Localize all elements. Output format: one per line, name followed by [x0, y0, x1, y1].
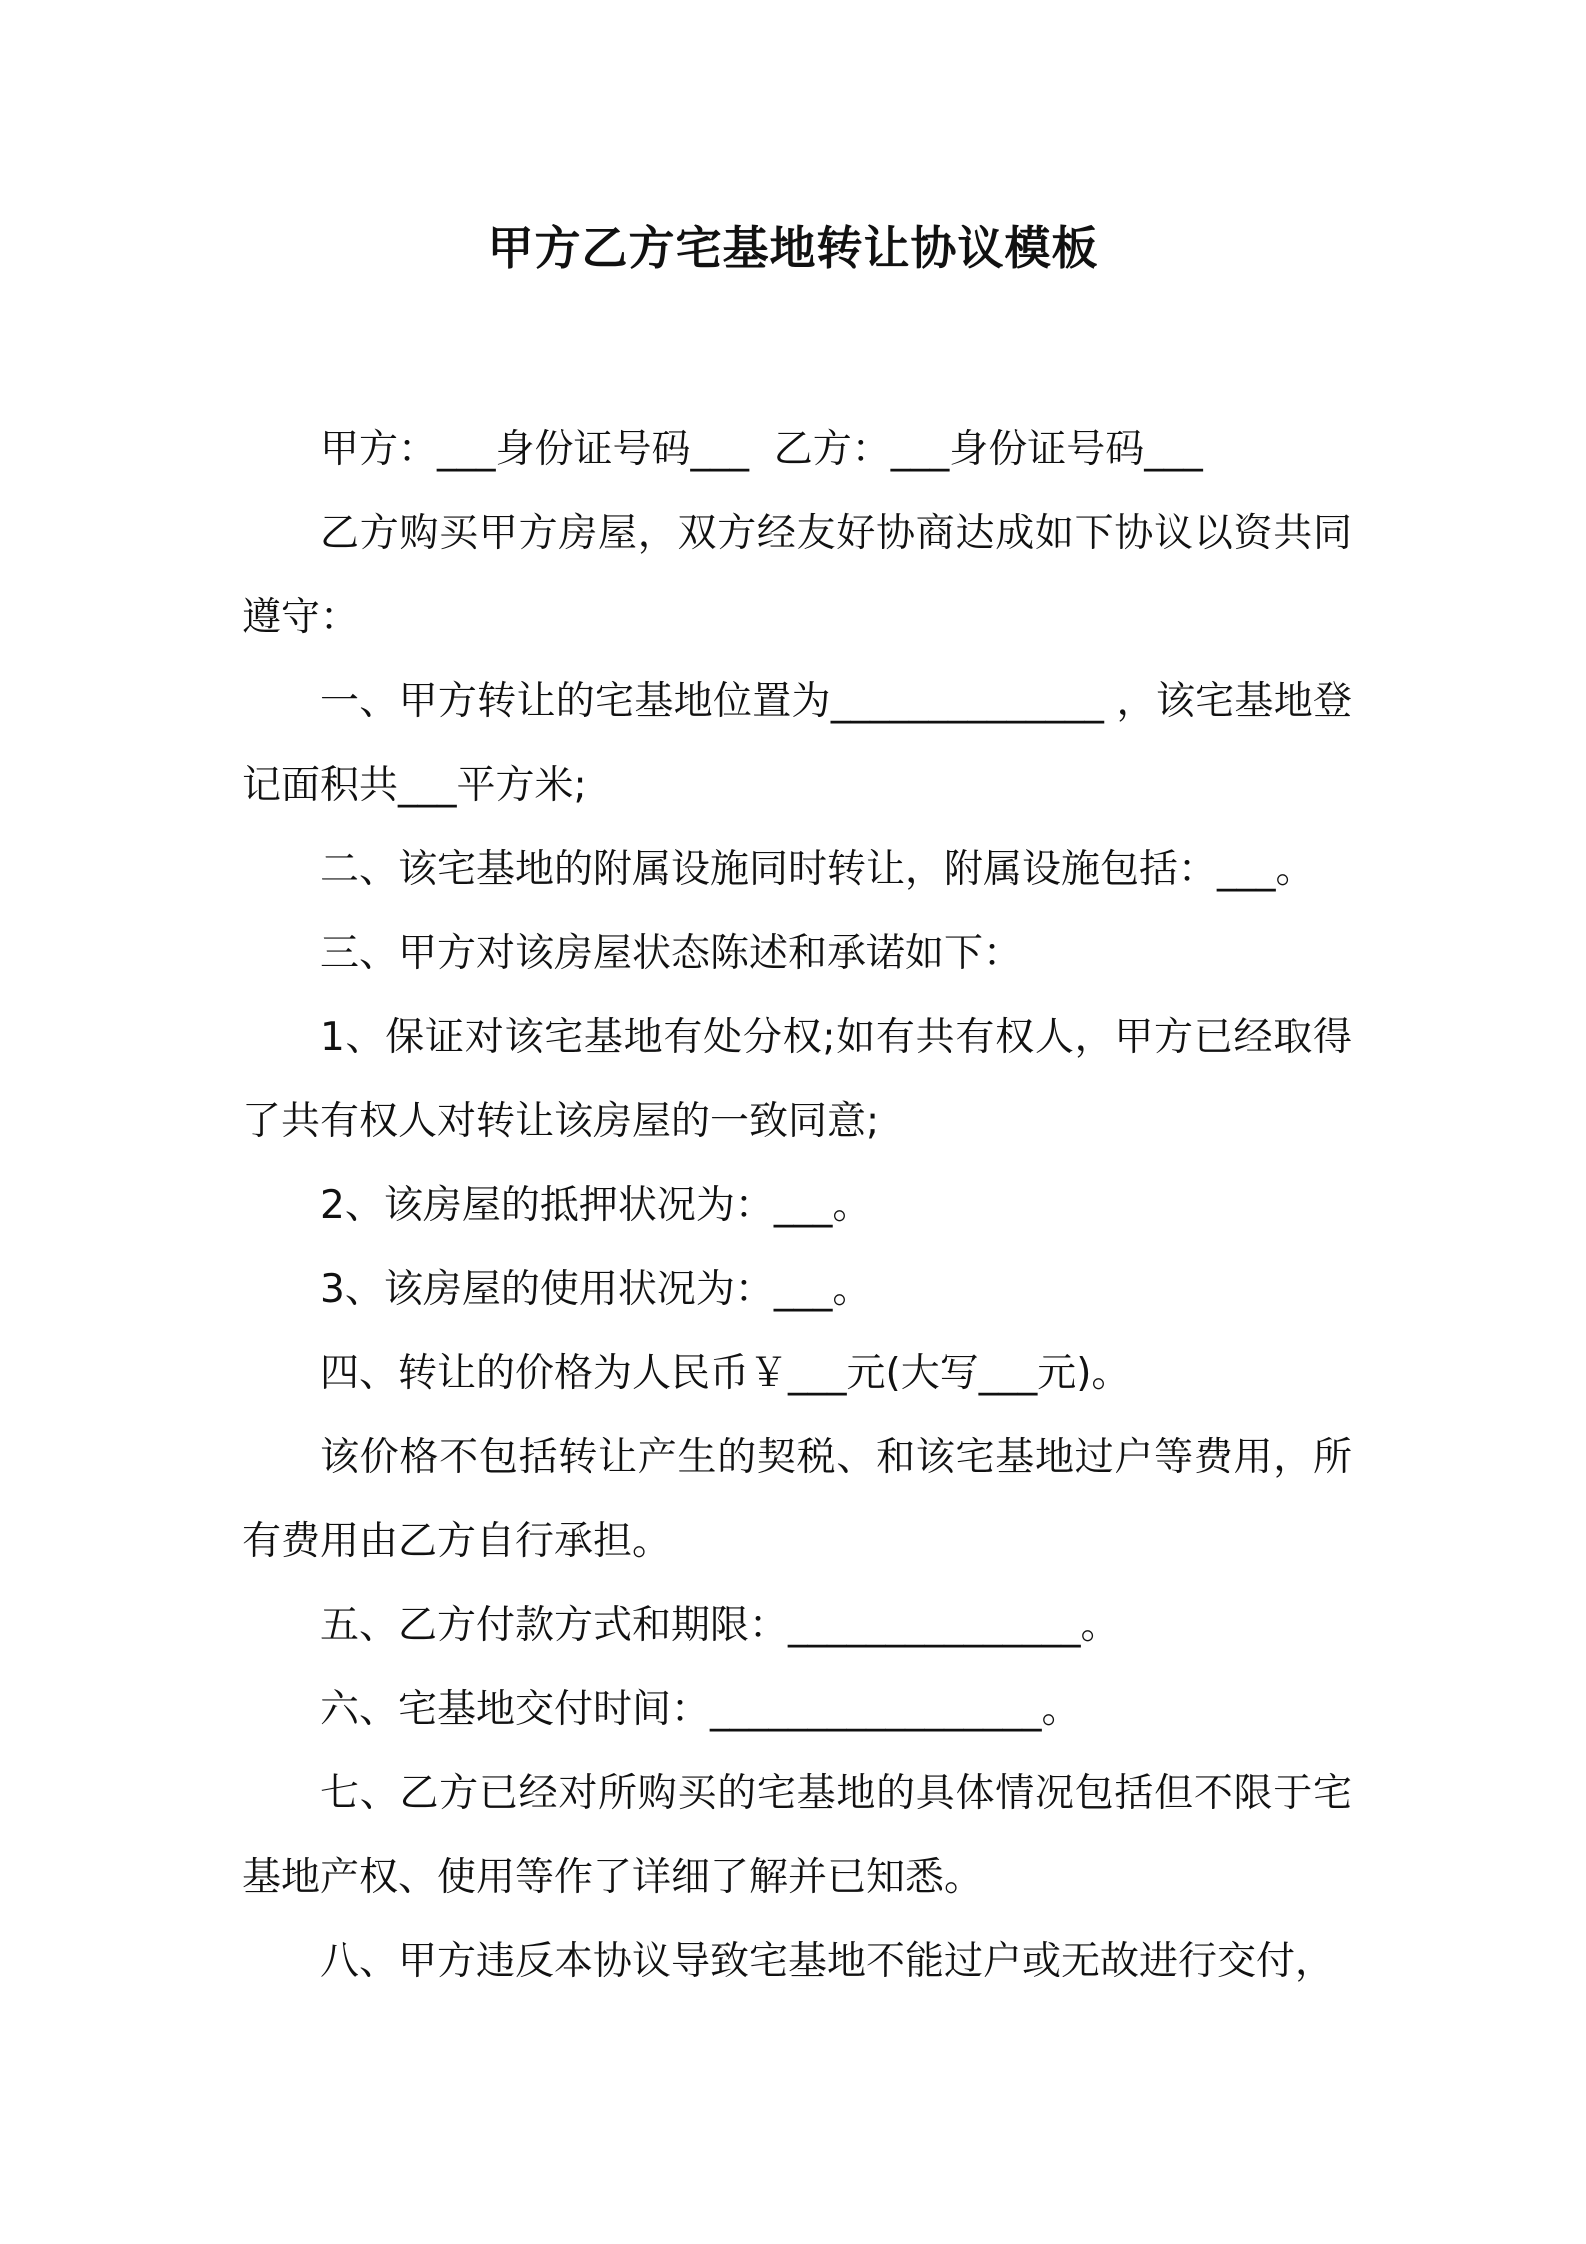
- document-title: 甲方乙方宅基地转让协议模板: [487, 221, 1099, 275]
- party-info-line: 甲方：___身份证号码___ 乙方：___身份证号码___: [320, 427, 1203, 472]
- agreement-intro: 乙方购买甲方房屋，双方经友好协商达成如下协议以资共同遵守：: [242, 511, 1352, 640]
- clause-1-location: 一、甲方转让的宅基地位置为______________ ，该宅基地登记面积共___平方米;: [242, 679, 1352, 808]
- clause-3-statements: 三、甲方对该房屋状态陈述和承诺如下：: [320, 931, 1023, 976]
- clause-3-item-2: 2、该房屋的抵押状况为：___。: [320, 1183, 872, 1228]
- clause-3-item-1: 1、保证对该宅基地有处分权;如有共有权人，甲方已经取得了共有权人对转让该房屋的一致同意;: [242, 1015, 1352, 1144]
- clause-4-price: 四、转让的价格为人民币￥___元(大写___元)。: [320, 1351, 1131, 1396]
- clause-6-delivery: 六、宅基地交付时间：_________________。: [320, 1687, 1081, 1732]
- clause-3-item-3: 3、该房屋的使用状况为：___。: [320, 1267, 872, 1312]
- clause-8-breach: 八、甲方违反本协议导致宅基地不能过户或无故进行交付，: [320, 1939, 1335, 1984]
- document-body: [242, 408, 1352, 2004]
- clause-7-acknowledgement: 七、乙方已经对所购买的宅基地的具体情况包括但不限于宅基地产权、使用等作了详细了解并已知悉。: [242, 1771, 1352, 1900]
- clause-4-fees: 该价格不包括转让产生的契税、和该宅基地过户等费用，所有费用由乙方自行承担。: [242, 1435, 1352, 1564]
- clause-5-payment: 五、乙方付款方式和期限：_______________。: [320, 1603, 1120, 1648]
- clause-2-facilities: 二、该宅基地的附属设施同时转让，附属设施包括：___。: [320, 847, 1315, 892]
